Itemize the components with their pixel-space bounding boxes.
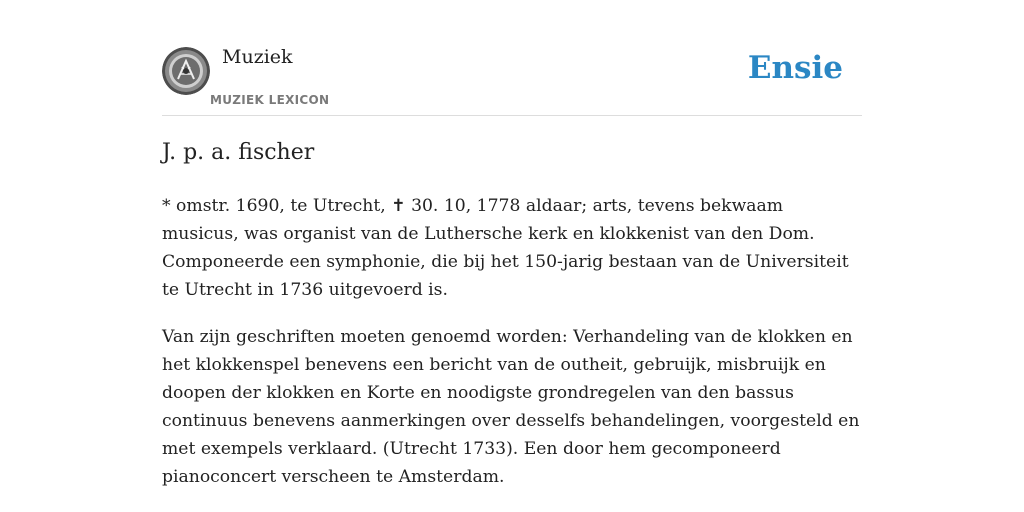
source-name[interactable]: Muziek xyxy=(222,46,293,68)
brand-logo-link[interactable]: Ensie xyxy=(747,50,843,86)
emblem-icon[interactable] xyxy=(162,47,210,95)
header xyxy=(162,44,862,116)
article-paragraph: * omstr. 1690, te Utrecht, ✝ 30. 10, 1778 aldaar; arts, tevens bekwaam musicus, was organist van de Luthersche kerk en klokkenist van den Dom. Componeerde een symphonie, die bij het 150-jarig bestaan van de Universiteit te Utrecht in 1736 uitgevoerd is. xyxy=(162,196,849,300)
article-paragraph: Van zijn geschriften moeten genoemd worden: Verhandeling van de klokken en het klokkenspel benevens een bericht van de outheit, gebruijk, misbruijk en doopen der klokken en Korte en noodigste grondregelen van den bassus continuus benevens aanmerkingen over desselfs behandelingen, voorgesteld en met exempels verklaard. (Utrecht 1733). Een door hem gecomponeerd pianoconcert verscheen te Amsterdam. xyxy=(162,327,860,487)
source-subtitle[interactable]: MUZIEK LEXICON xyxy=(210,93,330,107)
article-title: J. p. a. fischer xyxy=(162,140,315,165)
article-body xyxy=(162,192,862,510)
header-divider xyxy=(162,115,862,116)
